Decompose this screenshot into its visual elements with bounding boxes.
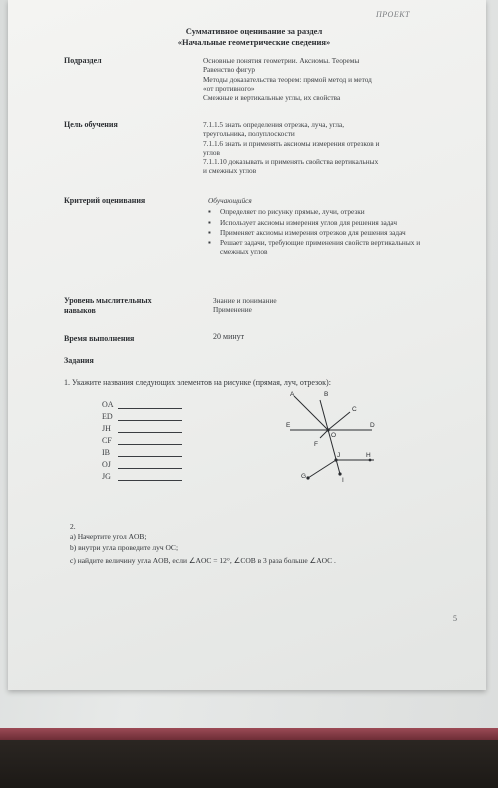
ray-ib bbox=[320, 400, 340, 474]
answer-blank bbox=[118, 468, 182, 469]
learning-goal-label: Цель обучения bbox=[64, 120, 118, 129]
answer-blank bbox=[118, 444, 182, 445]
goal-line: углов bbox=[203, 147, 221, 157]
segment-name: JH bbox=[102, 424, 111, 433]
draft-stamp: ПРОЕКТ bbox=[376, 10, 410, 19]
point-g bbox=[306, 476, 309, 479]
thinking-skills-label-line: навыков bbox=[64, 306, 96, 315]
segment-name: ED bbox=[102, 412, 113, 421]
skill-level: Применение bbox=[213, 305, 252, 315]
skill-level: Знание и понимание bbox=[213, 296, 277, 305]
task1-item bbox=[102, 400, 114, 409]
task2-part-b: b) внутри угла проведите луч OC; bbox=[70, 543, 179, 552]
duration-label: Время выполнения bbox=[64, 334, 135, 343]
document-page bbox=[8, 0, 486, 690]
point-h bbox=[369, 459, 372, 462]
segment-jg bbox=[308, 460, 336, 478]
goal-line: треугольника, полуплоскости bbox=[203, 129, 295, 139]
label-h: H bbox=[366, 452, 371, 459]
label-j: J bbox=[337, 452, 341, 459]
label-f: F bbox=[314, 441, 318, 448]
ray-oa bbox=[294, 396, 328, 430]
goal-line: 7.1.1.6 знать и применять аксиомы измерения отрезков и bbox=[203, 138, 380, 148]
label-a: A bbox=[290, 391, 295, 398]
criterion-list bbox=[208, 207, 444, 256]
task1-item bbox=[102, 472, 111, 481]
answer-blank bbox=[118, 456, 182, 457]
task1-item bbox=[102, 424, 111, 433]
criterion-item: ▪ Применяет аксиомы измерения отрезков для решения задач bbox=[208, 228, 444, 237]
assessment-criterion-label: Критерий оценивания bbox=[64, 196, 146, 205]
task1-item bbox=[102, 412, 113, 421]
tasks-heading: Задания bbox=[64, 356, 94, 365]
answer-blank bbox=[118, 480, 182, 481]
assessment-criterion-value bbox=[208, 196, 444, 258]
subsection-line: Смежные и вертикальные углы, их свойства bbox=[203, 93, 341, 103]
label-b: B bbox=[324, 391, 329, 398]
label-g: G bbox=[301, 473, 307, 480]
document-title-line2: «Начальные геометрические сведения» bbox=[177, 37, 331, 47]
answer-blank bbox=[118, 420, 182, 421]
segment-name: CF bbox=[102, 436, 112, 445]
subsection-line: Методы доказательства теорем: прямой метод и метод bbox=[203, 74, 372, 84]
answer-blank bbox=[118, 408, 182, 409]
thinking-skills-value bbox=[213, 296, 277, 315]
label-d: D bbox=[370, 422, 375, 429]
segment-name: OJ bbox=[102, 460, 111, 469]
thinking-skills-label-line: Уровень мыслительных bbox=[64, 296, 152, 305]
subsection-value bbox=[203, 56, 443, 102]
criterion-item: ▪ Использует аксиомы измерения углов для решения задач bbox=[208, 218, 444, 227]
answer-blank bbox=[118, 432, 182, 433]
desk-surface bbox=[0, 740, 498, 788]
segment-name: OA bbox=[102, 400, 114, 409]
label-i: I bbox=[342, 477, 344, 484]
thinking-skills-label bbox=[64, 296, 152, 316]
subsection-line: Равенство фигур bbox=[203, 65, 256, 75]
criterion-item: ▪ Определяет по рисунку прямые, лучи, отрезки bbox=[208, 207, 444, 216]
ray-of bbox=[320, 430, 328, 438]
learning-goal-value bbox=[203, 120, 443, 176]
label-o: O bbox=[331, 432, 337, 439]
task2-part-c: с) найдите величину угла AOB, если ∠AOC = 12°, ∠COB в 3 раза больше ∠AOC . bbox=[70, 556, 336, 565]
task1-item bbox=[102, 460, 111, 469]
point-i bbox=[338, 472, 341, 475]
subsection-line: Основные понятия геометрии. Аксиомы. Теоремы bbox=[203, 56, 360, 65]
criterion-intro: Обучающийся bbox=[208, 196, 252, 205]
goal-line: 7.1.1.10 доказывать и применять свойства вертикальных bbox=[203, 157, 379, 167]
ray-oc bbox=[328, 412, 350, 430]
label-e: E bbox=[286, 422, 291, 429]
task1-item bbox=[102, 436, 112, 445]
binder-edge bbox=[0, 728, 498, 740]
document-title-line1: Суммативное оценивание за раздел bbox=[185, 26, 323, 36]
subsection-label: Подраздел bbox=[64, 56, 102, 65]
page-number: 5 bbox=[453, 614, 457, 623]
goal-line: 7.1.1.5 знать определения отрезка, луча, угла, bbox=[203, 120, 345, 129]
duration-value: 20 минут bbox=[213, 332, 245, 341]
segment-name: IB bbox=[102, 448, 110, 457]
goal-line: и смежных углов bbox=[203, 166, 257, 176]
task2-part-a: а) Начертите угол AOB; bbox=[70, 532, 147, 541]
geometry-figure bbox=[280, 386, 390, 496]
point-o bbox=[326, 428, 329, 431]
label-c: C bbox=[352, 406, 357, 413]
criterion-item: ▪ Решает задачи, требующие применения свойств вертикальных и смежных углов bbox=[208, 238, 444, 257]
task1-text: 1. Укажите названия следующих элементов на рисунке (прямая, луч, отрезок): bbox=[64, 378, 331, 387]
segment-name: JG bbox=[102, 472, 111, 481]
task1-item bbox=[102, 448, 110, 457]
subsection-line: «от противного» bbox=[203, 83, 255, 93]
task2-number: 2. bbox=[70, 522, 76, 531]
